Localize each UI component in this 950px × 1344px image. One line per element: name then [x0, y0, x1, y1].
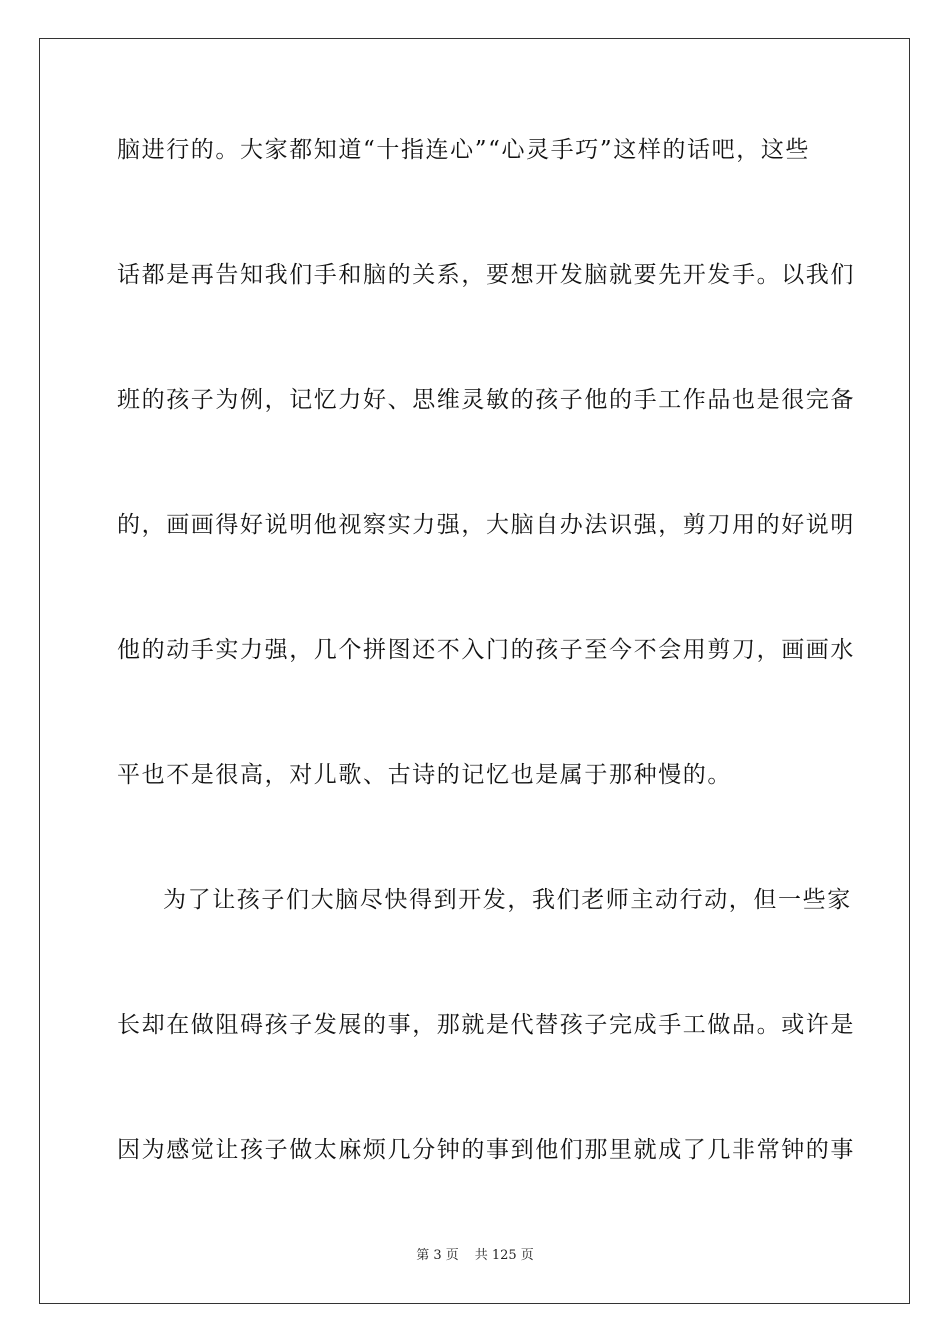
- page-total: 共 125 页: [474, 1248, 534, 1263]
- paragraph-line: 因为感觉让孩子做太麻烦几分钟的事到他们那里就成了几非常钟的事: [117, 1137, 855, 1163]
- paragraph-line: 的，画画得好说明他视察实力强，大脑自办法识强，剪刀用的好说明: [117, 512, 855, 538]
- paragraph-line: 班的孩子为例，记忆力好、思维灵敏的孩子他的手工作品也是很完备: [117, 387, 855, 413]
- page-number: 第 3 页: [416, 1248, 459, 1263]
- paragraph-line: 脑进行的。大家都知道“十指连心”“心灵手巧”这样的话吧，这些: [117, 137, 811, 163]
- paragraph-line-indented: 为了让孩子们大脑尽快得到开发，我们老师主动行动，但一些家: [163, 887, 852, 913]
- paragraph-line: 他的动手实力强，几个拼图还不入门的孩子至今不会用剪刀，画画水: [117, 637, 855, 663]
- paragraph-line: 长却在做阻碍孩子发展的事，那就是代替孩子完成手工做品。或许是: [117, 1012, 855, 1038]
- page-border: [39, 38, 910, 1304]
- page-footer: [0, 1248, 950, 1264]
- paragraph-line: 话都是再告知我们手和脑的关系，要想开发脑就要先开发手。以我们: [117, 262, 855, 288]
- paragraph-line: 平也不是很高，对儿歌、古诗的记忆也是属于那种慢的。: [117, 762, 732, 788]
